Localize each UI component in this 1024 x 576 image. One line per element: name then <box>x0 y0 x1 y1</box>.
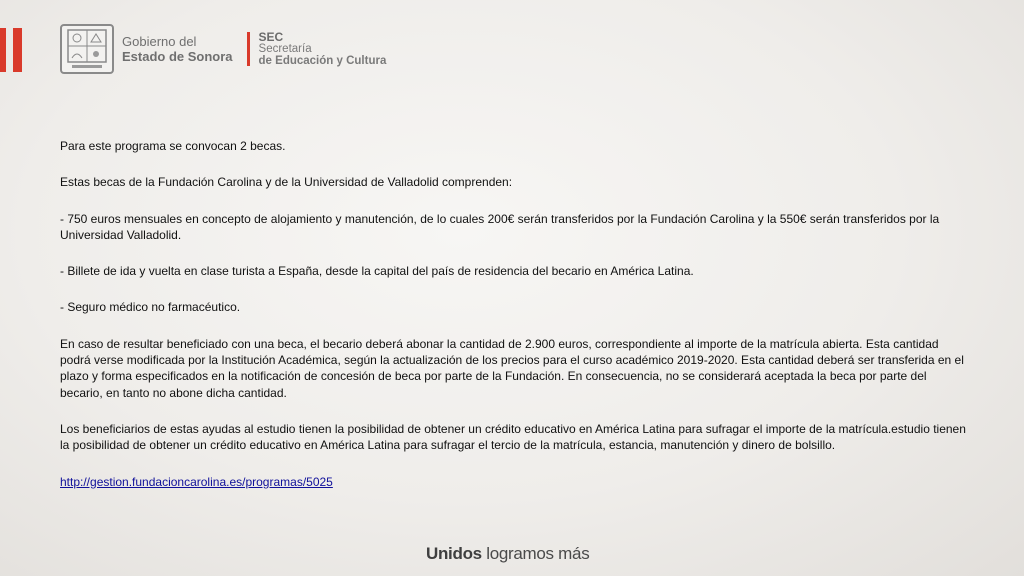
paragraph-matricula: En caso de resultar beneficiado con una beca, el becario deberá abonar la cantidad de 2.900 euros, correspondiente al importe de la matrícula abierta. Esta cantidad podrá verse modificada por la Institución Académica, según la actualización de los precios para el curso académico 2019-2020. Esta cantidad deberá ser transferida en el plazo y forma especificados en la notificación de concesión de beca por parte de la Fundación. En consecuencia, no se considerará aceptada la beca por parte del becario, en tanto no abone dicha cantidad. <box>60 336 964 400</box>
paragraph-comprenden: Estas becas de la Fundación Carolina y de la Universidad de Valladolid comprenden: <box>60 175 513 190</box>
slogan-strong: Unidos <box>426 544 482 563</box>
sec-line-2: Secretaría <box>258 43 312 55</box>
sec-line-3: de Educación y Cultura <box>258 55 387 67</box>
program-link[interactable]: http://gestion.fundacioncarolina.es/programas/5025 <box>60 474 333 489</box>
sec-acronym: SEC <box>258 30 284 44</box>
paragraph-link <box>60 474 970 490</box>
red-accent-bars <box>0 28 24 72</box>
red-bar-right <box>13 28 22 72</box>
paragraph-intro: Para este programa se convocan 2 becas. <box>60 139 286 153</box>
header <box>60 22 386 76</box>
paragraph-billete: - Billete de ida y vuelta en clase turista a España, desde la capital del país de residencia del becario en América Latina. <box>60 264 694 279</box>
footer-slogan <box>426 544 589 564</box>
slogan-rest: logramos más <box>481 544 590 563</box>
paragraph-euros: - 750 euros mensuales en concepto de alojamiento y manutención, de lo cuales 200€ serán transferidos por la Fundación Carolina y la 550€ serán transferidos por la Universidad Valladolid. <box>60 211 940 242</box>
gov-line-2: Estado de Sonora <box>122 49 233 64</box>
paragraph-credito: Los beneficiarios de estas ayudas al estudio tienen la posibilidad de obtener un crédito educativo en América Latina para sufragar el importe de la matrícula.estudio tienen la posibilidad de obtener un crédito educativo en América Latina para sufragar el tercio de la matrícula, estancia, manutención y dinero de bolsillo. <box>60 421 966 453</box>
government-name <box>122 34 233 64</box>
paragraph-seguro: - Seguro médico no farmacéutico. <box>60 300 241 315</box>
sec-name <box>259 31 387 67</box>
header-divider <box>247 32 250 66</box>
slide-content <box>60 138 970 510</box>
red-bar-left <box>0 28 6 72</box>
state-seal-logo <box>60 24 114 74</box>
gov-line-1: Gobierno del <box>122 34 197 49</box>
